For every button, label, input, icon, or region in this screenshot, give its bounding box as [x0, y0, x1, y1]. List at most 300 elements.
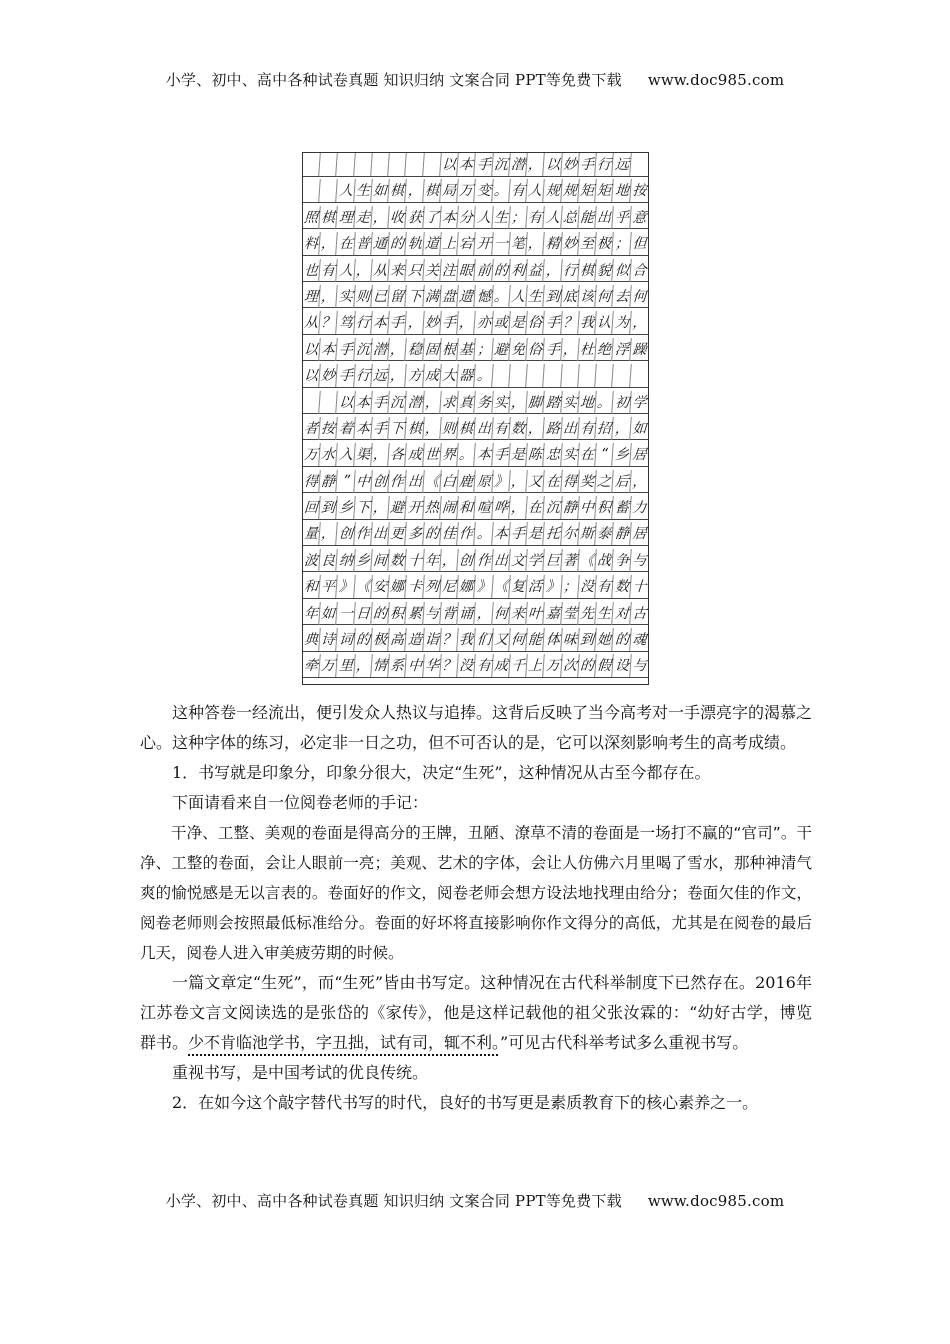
essay-cell: 似 — [613, 259, 632, 282]
header-text: 小学、初中、高中各种试卷真题 知识归纳 文案合同 PPT等免费下载 — [165, 71, 622, 89]
essay-cell: 初 — [613, 391, 632, 414]
essay-cell: 》 — [475, 575, 494, 598]
essay-cell: 妙 — [561, 153, 580, 176]
essay-cell: 诣 — [423, 628, 442, 651]
essay-row — [303, 522, 648, 546]
essay-cell: 成 — [406, 443, 425, 466]
essay-cell: 免 — [509, 338, 528, 361]
essay-cell: 创 — [457, 549, 476, 572]
essay-cell: 有 — [509, 179, 528, 202]
essay-cell: 静 — [613, 522, 632, 545]
essay-cell: 从 — [371, 259, 390, 282]
essay-cell: ； — [475, 338, 494, 361]
essay-cell: 积 — [595, 496, 614, 519]
essay-cell: 中 — [406, 654, 425, 677]
essay-cell: 到 — [578, 628, 597, 651]
essay-cell: 手 — [388, 311, 407, 334]
essay-cell: ？ — [440, 628, 459, 651]
essay-cell: 作 — [475, 549, 494, 572]
essay-cell: 她 — [595, 628, 614, 651]
essay-cell: 前 — [475, 259, 494, 282]
essay-cell: 积 — [388, 602, 407, 625]
essay-cell: 又 — [526, 470, 545, 493]
essay-cell: 生 — [526, 285, 545, 308]
essay-cell: 乡 — [613, 443, 632, 466]
footer-text: 小学、初中、高中各种试卷真题 知识归纳 文案合同 PPT等免费下载 — [165, 1192, 622, 1210]
essay-cell: 憾 — [475, 285, 494, 308]
essay-cell: 杜 — [578, 338, 597, 361]
essay-cell: ， — [613, 417, 632, 440]
history-text-b: ”可见古代科举考试多么重视书写。 — [500, 1033, 749, 1052]
essay-cell: 年 — [423, 549, 442, 572]
essay-cell: 。 — [492, 285, 511, 308]
essay-cell: 亦 — [475, 311, 494, 334]
essay-cell: 出 — [561, 417, 580, 440]
essay-cell: 如 — [319, 602, 338, 625]
essay-cell — [630, 153, 649, 176]
essay-cell: 人 — [337, 179, 356, 202]
essay-cell: 有 — [492, 417, 511, 440]
teacher-note-intro: 下面请看来自一位阅卷老师的手记： — [172, 793, 429, 812]
essay-cell: 求 — [440, 391, 459, 414]
essay-cell: 躁 — [631, 341, 647, 358]
essay-cell — [302, 153, 321, 176]
essay-row — [303, 259, 648, 283]
essay-cell: ” — [337, 470, 356, 493]
essay-cell: 了 — [423, 206, 442, 229]
essay-cell: 与 — [631, 553, 647, 570]
paragraph-history — [140, 968, 812, 1058]
essay-cell: 留 — [388, 285, 407, 308]
essay-cell: 下 — [354, 496, 373, 519]
essay-cell: 学 — [526, 549, 545, 572]
essay-cell: 手 — [371, 391, 390, 414]
essay-cell: 关 — [423, 259, 442, 282]
essay-cell: 对 — [613, 602, 632, 625]
essay-cell: 出 — [406, 470, 425, 493]
essay-cell: 矩 — [595, 179, 614, 202]
essay-cell: 矩 — [578, 179, 597, 202]
essay-cell: 只 — [406, 259, 425, 282]
essay-cell: 文 — [509, 549, 528, 572]
essay-cell: 有 — [526, 206, 545, 229]
essay-cell: 万 — [457, 179, 476, 202]
point-two: 2．在如今这个敲字替代书写的时代，良好的书写更是素质教育下的核心素养之一。 — [172, 1093, 759, 1112]
essay-cell: 局 — [440, 179, 459, 202]
essay-cell: 下 — [388, 417, 407, 440]
essay-cell: 典 — [302, 628, 321, 651]
essay-cell: 沉 — [354, 338, 373, 361]
essay-cell: 。 — [492, 179, 511, 202]
history-text-a: 一篇文章定“生死”，而“生死”皆由书写定。这种情况在古代科举制度下已然存在。2016年江苏卷文言文阅读选的是张岱的《家传》，他是这样记载他的祖父张汝霖的：“幼好古学，博览群书。 — [140, 973, 812, 1052]
essay-cell: 量 — [302, 522, 321, 545]
essay-cell: 界 — [440, 443, 459, 466]
essay-cell: ， — [354, 654, 373, 677]
essay-cell — [337, 153, 356, 176]
essay-cell: 嘉 — [544, 602, 563, 625]
essay-cell: 棋 — [319, 206, 338, 229]
essay-cell: 创 — [371, 470, 390, 493]
essay-cell: 本 — [457, 153, 476, 176]
essay-cell: ， — [457, 311, 476, 334]
essay-cell: ， — [371, 443, 390, 466]
essay-cell: 中 — [354, 470, 373, 493]
essay-cell: 魂 — [631, 632, 647, 649]
essay-cell: ， — [475, 602, 494, 625]
essay-cell: 本 — [319, 338, 338, 361]
essay-cell: 远 — [371, 364, 390, 387]
essay-cell: 道 — [423, 232, 442, 255]
essay-cell: 静 — [561, 496, 580, 519]
page-footer — [0, 1190, 950, 1211]
essay-cell: 喧 — [475, 496, 494, 519]
essay-cell: 本 — [354, 391, 373, 414]
essay-cell — [302, 179, 321, 202]
essay-cell: 得 — [561, 470, 580, 493]
essay-cell: 叶 — [526, 602, 545, 625]
essay-cell: 根 — [440, 338, 459, 361]
essay-cell: 渠 — [354, 443, 373, 466]
essay-cell: 规 — [544, 179, 563, 202]
essay-cell: 生 — [492, 206, 511, 229]
essay-cell: 居 — [631, 526, 647, 543]
essay-row — [303, 206, 648, 230]
essay-cell: 古 — [631, 605, 647, 622]
essay-cell: ？ — [319, 311, 338, 334]
essay-row — [303, 602, 648, 626]
essay-cell: 中 — [578, 496, 597, 519]
essay-cell: ， — [526, 232, 545, 255]
footer-url[interactable]: www.doc985.com — [647, 1192, 785, 1210]
essay-cell: 我 — [457, 628, 476, 651]
essay-cell: 和 — [457, 496, 476, 519]
essay-cell: 稳 — [406, 338, 425, 361]
essay-cell: 列 — [423, 575, 442, 598]
essay-cell: 通 — [371, 232, 390, 255]
essay-cell: 潜 — [406, 391, 425, 414]
essay-cell: 能 — [526, 628, 545, 651]
essay-cell: 》 — [544, 575, 563, 598]
essay-cell: 热 — [423, 496, 442, 519]
essay-cell: 与 — [423, 602, 442, 625]
essay-cell: 白 — [440, 470, 459, 493]
essay-cell: 创 — [337, 522, 356, 545]
essay-cell: 至 — [578, 232, 597, 255]
essay-cell — [578, 364, 597, 387]
essay-cell: 托 — [544, 522, 563, 545]
essay-cell: 普 — [354, 232, 373, 255]
essay-cell: 以 — [440, 153, 459, 176]
essay-cell: 潜 — [371, 338, 390, 361]
essay-cell: 总 — [561, 206, 580, 229]
essay-cell: 的 — [423, 522, 442, 545]
essay-cell: 务 — [475, 391, 494, 414]
essay-cell: 出 — [595, 206, 614, 229]
essay-row — [303, 417, 648, 441]
essay-cell: ， — [526, 417, 545, 440]
essay-cell: 巨 — [544, 549, 563, 572]
essay-cell: 平 — [319, 575, 338, 598]
essay-row — [303, 470, 648, 494]
essay-cell: 手 — [544, 311, 563, 334]
essay-cell: 按 — [319, 417, 338, 440]
essay-cell: 极 — [371, 628, 390, 651]
essay-cell: 十 — [406, 549, 425, 572]
essay-cell: ， — [631, 473, 647, 490]
essay-cell: 轨 — [406, 232, 425, 255]
essay-cell: 笔 — [509, 232, 528, 255]
essay-row — [303, 443, 648, 467]
essay-row — [303, 496, 648, 520]
essay-row — [303, 311, 648, 335]
essay-cell: 有 — [319, 259, 338, 282]
essay-cell: 鹿 — [457, 470, 476, 493]
essay-cell: ； — [561, 575, 580, 598]
essay-cell: 潜 — [509, 153, 528, 176]
essay-cell: 成 — [423, 364, 442, 387]
essay-cell: 泰 — [595, 522, 614, 545]
essay-cell: 何 — [631, 289, 647, 306]
essay-cell: 底 — [561, 285, 580, 308]
essay-cell: 何 — [509, 628, 528, 651]
essay-cell: 者 — [302, 417, 321, 440]
essay-cell: 或 — [492, 311, 511, 334]
essay-cell: ， — [354, 259, 373, 282]
essay-cell: 数 — [388, 549, 407, 572]
essay-row — [303, 153, 648, 177]
essay-cell: 手 — [337, 338, 356, 361]
essay-cell: 有 — [578, 417, 597, 440]
essay-cell — [544, 364, 563, 387]
essay-cell: ， — [561, 338, 580, 361]
essay-cell: 高 — [388, 628, 407, 651]
essay-cell: 千 — [509, 654, 528, 677]
essay-cell — [354, 153, 373, 176]
essay-cell: 在 — [544, 470, 563, 493]
essay-cell: 人 — [475, 206, 494, 229]
essay-cell: 数 — [509, 417, 528, 440]
essay-cell: 真 — [457, 391, 476, 414]
essay-cell: 手 — [475, 153, 494, 176]
essay-cell — [319, 179, 338, 202]
essay-cell: 》 — [492, 470, 511, 493]
essay-cell: 以 — [302, 364, 321, 387]
essay-cell: ， — [406, 179, 425, 202]
essay-cell — [423, 153, 442, 176]
essay-cell: 极 — [595, 232, 614, 255]
essay-cell: 上 — [526, 654, 545, 677]
essay-cell: 本 — [440, 206, 459, 229]
essay-cell: 设 — [613, 654, 632, 677]
essay-cell: 尔 — [561, 522, 580, 545]
essay-cell: 《 — [492, 575, 511, 598]
essay-cell: 合 — [631, 262, 647, 279]
history-emphasis: 少不肯临池学书，字丑拙，试有司，辄不利。 — [188, 1033, 501, 1052]
essay-cell: 得 — [302, 470, 321, 493]
essay-cell: 入 — [337, 443, 356, 466]
essay-cell — [595, 364, 614, 387]
essay-cell: ， — [423, 417, 442, 440]
essay-cell: 地 — [613, 179, 632, 202]
essay-cell — [630, 364, 649, 387]
essay-cell: 著 — [561, 549, 580, 572]
header-url[interactable]: www.doc985.com — [647, 71, 785, 89]
essay-cell: ？ — [440, 654, 459, 677]
essay-row — [303, 654, 648, 678]
essay-cell: 手 — [509, 522, 528, 545]
essay-cell: 活 — [526, 575, 545, 598]
essay-cell: 年 — [302, 602, 321, 625]
essay-cell: ， — [509, 470, 528, 493]
essay-cell: 多 — [406, 522, 425, 545]
essay-cell: 理 — [302, 285, 321, 308]
essay-cell: 与 — [631, 658, 647, 675]
essay-cell: 是 — [509, 311, 528, 334]
essay-cell: 妙 — [561, 232, 580, 255]
essay-cell: 里 — [337, 654, 356, 677]
essay-cell: 收 — [388, 206, 407, 229]
essay-cell: 来 — [509, 602, 528, 625]
essay-cell: 分 — [457, 206, 476, 229]
essay-cell: 各 — [388, 443, 407, 466]
essay-cell: 照 — [302, 206, 321, 229]
essay-cell: 一 — [337, 602, 356, 625]
essay-cell: 遗 — [457, 285, 476, 308]
essay-cell: 本 — [371, 311, 390, 334]
essay-cell: 手 — [440, 311, 459, 334]
essay-cell: 理 — [337, 206, 356, 229]
essay-cell: 有 — [595, 575, 614, 598]
essay-cell: 按 — [631, 183, 647, 200]
essay-cell: 实 — [492, 391, 511, 414]
essay-cell: 》 — [337, 575, 356, 598]
essay-cell: 回 — [302, 496, 321, 519]
essay-cell: 万 — [319, 654, 338, 677]
essay-cell: 的 — [578, 654, 597, 677]
essay-cell: 水 — [319, 443, 338, 466]
essay-cell: 认 — [595, 311, 614, 334]
essay-cell: 先 — [578, 602, 597, 625]
essay-cell: 已 — [371, 285, 390, 308]
essay-cell: 盘 — [440, 285, 459, 308]
essay-cell — [319, 391, 338, 414]
essay-cell: 上 — [440, 232, 459, 255]
essay-cell: 力 — [631, 500, 647, 517]
essay-cell: 从 — [302, 311, 321, 334]
essay-cell: 后 — [613, 470, 632, 493]
essay-cell: 行 — [561, 259, 580, 282]
essay-cell: 器 — [457, 364, 476, 387]
essay-cell: ， — [423, 391, 442, 414]
essay-cell: 在 — [337, 232, 356, 255]
essay-cell: 招 — [595, 417, 614, 440]
essay-row — [303, 232, 648, 256]
essay-cell: 到 — [319, 496, 338, 519]
essay-cell: 以 — [544, 153, 563, 176]
essay-cell: 之 — [595, 470, 614, 493]
essay-cell — [388, 153, 407, 176]
essay-cell: 词 — [337, 628, 356, 651]
essay-cell: 固 — [423, 338, 442, 361]
essay-cell: 万 — [302, 443, 321, 466]
essay-cell: 来 — [388, 259, 407, 282]
essay-cell: 本 — [475, 443, 494, 466]
essay-cell: 复 — [509, 575, 528, 598]
essay-cell: 的 — [613, 628, 632, 651]
essay-cell: 如 — [371, 179, 390, 202]
essay-cell: 世 — [423, 443, 442, 466]
essay-cell: 。 — [457, 443, 476, 466]
essay-cell: 眼 — [457, 259, 476, 282]
essay-cell: 开 — [475, 232, 494, 255]
essay-cell: 有 — [475, 654, 494, 677]
essay-row — [303, 628, 648, 652]
essay-cell: 行 — [354, 311, 373, 334]
essay-cell: 累 — [406, 602, 425, 625]
essay-cell: 蓄 — [613, 496, 632, 519]
essay-cell: ， — [406, 311, 425, 334]
essay-cell: 的 — [388, 232, 407, 255]
essay-cell — [526, 364, 545, 387]
essay-cell: 良 — [319, 549, 338, 572]
essay-cell: 貌 — [595, 259, 614, 282]
essay-cell: 居 — [631, 447, 647, 464]
essay-cell: 《 — [578, 549, 597, 572]
essay-cell: 妙 — [319, 364, 338, 387]
essay-cell: 行 — [595, 153, 614, 176]
essay-cell: 波 — [302, 549, 321, 572]
essay-row — [303, 575, 648, 599]
essay-cell: 该 — [578, 285, 597, 308]
essay-cell — [492, 364, 511, 387]
essay-cell: 获 — [406, 206, 425, 229]
paragraph-intro: 这种答卷一经流出，便引发众人热议与追捧。这背后反映了当今高考对一手漂亮字的渴慕之心。这种字体的练习，必定非一日之功，但不可否认的是，它可以深刻影响考生的高考成绩。 — [140, 703, 813, 752]
essay-cell: 没 — [578, 575, 597, 598]
essay-cell: 造 — [406, 628, 425, 651]
essay-cell: 安 — [371, 575, 390, 598]
essay-cell: 也 — [302, 259, 321, 282]
essay-cell: 棋 — [457, 417, 476, 440]
essay-cell: 哗 — [492, 496, 511, 519]
essay-cell: 何 — [595, 285, 614, 308]
essay-row — [303, 179, 648, 203]
essay-cell: 是 — [509, 443, 528, 466]
essay-cell: 作 — [354, 522, 373, 545]
essay-cell: 奖 — [578, 470, 597, 493]
essay-row — [303, 364, 648, 388]
essay-cell: 走 — [354, 206, 373, 229]
essay-cell: 静 — [319, 470, 338, 493]
essay-cell: 。 — [475, 522, 494, 545]
essay-cell: 料 — [302, 232, 321, 255]
essay-cell: ？ — [561, 311, 580, 334]
essay-cell: 大 — [440, 364, 459, 387]
essay-cell: 实 — [337, 285, 356, 308]
essay-cell: 乡 — [354, 549, 373, 572]
essay-row — [303, 338, 648, 362]
essay-cell: 成 — [492, 654, 511, 677]
essay-cell: ， — [544, 259, 563, 282]
essay-cell — [509, 364, 528, 387]
essay-cell: 棋 — [406, 417, 425, 440]
essay-cell: 下 — [406, 285, 425, 308]
essay-cell: ， — [319, 285, 338, 308]
essay-cell: 佳 — [440, 522, 459, 545]
essay-cell: 尼 — [440, 575, 459, 598]
essay-cell: 出 — [371, 522, 390, 545]
essay-cell: 莹 — [561, 602, 580, 625]
essay-cell: 去 — [613, 285, 632, 308]
